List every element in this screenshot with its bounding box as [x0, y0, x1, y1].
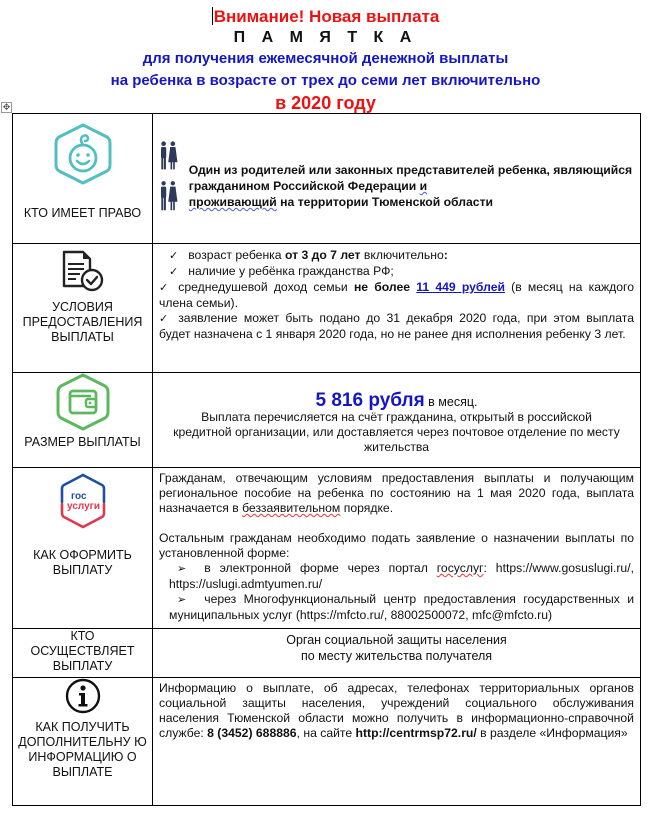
subtitle-line-1: для получения ежемесячной денежной выплаты [142, 50, 509, 67]
svg-text:услуги: услуги [66, 501, 100, 512]
payer-line-2: по месту жительства получателя [300, 649, 493, 663]
row-content-cell [153, 114, 641, 244]
condition-item-income: ✓ среднедушевой доход семьи не более 11 449 рублей (в месяц на каждого члена семьи). [159, 280, 634, 310]
memo-title: П А М Я Т К А [233, 29, 418, 46]
table-move-handle-icon[interactable]: ✥ [2, 102, 11, 112]
year-heading: в 2020 году [275, 93, 376, 113]
svg-text:гос: гос [70, 491, 87, 502]
condition-item-citizenship: ✓ наличие у ребёнка гражданства РФ; [169, 264, 394, 278]
row-label-eligibility: КТО ИМЕЕТ ПРАВО [23, 206, 142, 220]
table-row-amount [13, 373, 641, 468]
eligibility-text: Один из родителей или законных представителей ребенка, являющийся гражданином Российской Федерации и проживающий на территории Тюменской области [188, 163, 633, 209]
checkmark-icon: ✓ [159, 282, 169, 294]
helpline-phone: 8 (3452) 688886 [207, 726, 297, 740]
condition-item-age: ✓ возраст ребенка от 3 до 7 лет включительно: [169, 248, 448, 262]
arrow-bullet-icon: ➢ [177, 563, 187, 575]
more-info-text: Информацию о выплате, об адресах, телефонах территориальных органов социальной защиты населения, учреждений социального обслуживания населения Тюменской области можно получить в информационно-справочной службе: 8 (3452) 688886, на сайте http://centrmsp72.ru/ в разделе «Информация» [159, 681, 634, 740]
income-limit-link[interactable]: 11 449 рублей [416, 280, 505, 294]
payment-amount: 5 816 рубля [315, 390, 425, 411]
payment-method-text: Выплата перечисляется на счёт гражданина, открытый в российской кредитной организации, или доставляется через почтовое отделение по месту жительства [173, 410, 620, 454]
row-label-cell [13, 373, 153, 468]
wallet-hexagon-icon [55, 373, 111, 431]
table-row-more-info [13, 678, 641, 806]
gosuslugi-logo-icon [58, 472, 108, 530]
attention-heading: Внимание! Новая выплата [213, 7, 440, 26]
row-content-cell [153, 629, 641, 678]
row-content-cell [153, 678, 641, 806]
row-label-conditions: УСЛОВИЯ ПРЕДОСТАВЛЕНИЯ ВЫПЛАТЫ [22, 300, 143, 344]
checkmark-icon: ✓ [159, 313, 169, 325]
row-label-how-to-apply: КАК ОФОРМИТЬ ВЫПЛАТУ [33, 548, 132, 577]
row-label-more-info: КАК ПОЛУЧИТЬ ДОПОЛНИТЕЛЬНУ Ю ИНФОРМАЦИЮ О ВЫПЛАТЕ [18, 720, 147, 779]
document-check-icon [61, 250, 105, 292]
condition-item-deadline: ✓ заявление может быть подано до 31 декабря 2020 года, при этом выплата будет назначена с 1 января 2020 года, но не ранее дня исполнения ребенку 3 лет. [159, 311, 634, 341]
table-row-eligibility [13, 114, 641, 244]
table-row-conditions [13, 244, 641, 373]
row-label-payer: КТО ОСУЩЕСТВЛЯЕТ ВЫПЛАТУ [30, 629, 135, 673]
subtitle-line-2: на ребенка в возрасте от трех до семи лет включительно [110, 72, 541, 89]
checkmark-icon: ✓ [169, 266, 179, 278]
row-label-amount: РАЗМЕР ВЫПЛАТЫ [24, 435, 141, 449]
row-label-cell [13, 678, 153, 806]
row-label-cell [13, 114, 153, 244]
info-site-link[interactable]: http://centrmsp72.ru/ [355, 726, 477, 740]
text-cursor [212, 7, 213, 25]
info-circle-icon [65, 678, 101, 714]
payer-line-1: Орган социальной защиты населения [286, 633, 507, 647]
application-required-text: Остальным гражданам необходимо подать заявление о назначении выплаты по установленной форме: [159, 531, 634, 560]
table-row-payer [13, 629, 641, 678]
table-row-how-to-apply [13, 468, 641, 629]
row-label-cell [13, 629, 153, 678]
row-content-cell [153, 244, 641, 373]
row-label-cell [13, 468, 153, 629]
memo-table [12, 113, 641, 806]
row-content-cell [153, 468, 641, 629]
auto-assignment-text: Гражданам, отвечающим условиям предоставления выплаты и получающим региональное пособие на ребенка по состоянию на 1 мая 2020 года, выплата назначается в беззаявительном порядке. [159, 471, 634, 515]
family-people-icon [159, 122, 179, 234]
checkmark-icon: ✓ [169, 250, 179, 262]
row-label-cell [13, 244, 153, 373]
document-header [0, 6, 651, 114]
arrow-bullet-icon: ➢ [177, 594, 187, 606]
apply-mfc-item: ➢ через Многофункциональный центр предоставления государственных и муниципальных услуг (https://mfcto.ru/, 88002500072, mfc@mfcto.ru) [169, 592, 634, 622]
baby-face-hexagon-icon [52, 122, 114, 186]
apply-online-item: ➢ в электронной форме через портал госуслуг: https://www.gosuslugi.ru/, https://uslugi.admtyumen.ru/ [169, 561, 634, 591]
row-content-cell: 5 816 рубля в месяц. Выплата перечисляется на счёт гражданина, открытый в российской кредитной организации, или доставляется через почтовое отделение по месту жительства [153, 373, 641, 468]
